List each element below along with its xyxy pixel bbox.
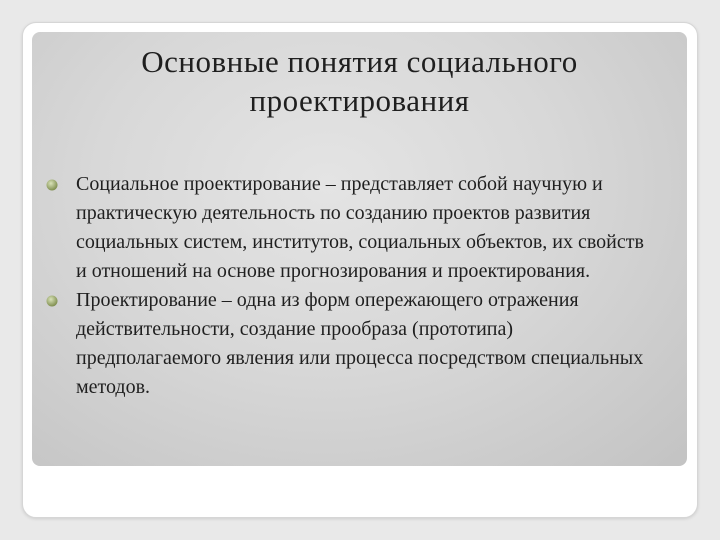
bullet-item — [44, 286, 654, 402]
slide-title — [32, 42, 687, 120]
circle-bullet-icon — [46, 295, 58, 307]
bullet-list — [44, 170, 654, 402]
bullet-text: Социальное проектирование – представляет собой научную и практическую деятельность по созданию проектов развития социальных систем, институтов, социальных объектов, их свойств и отношений на основе прогнозирования и проектирования. — [76, 173, 644, 282]
slide-title-line-2: проектирования — [249, 83, 470, 118]
bullet-item — [44, 170, 654, 286]
bullet-text: Проектирование – одна из форм опережающего отражения действительности, создание прообраза (прототипа) предполагаемого явления или процесса посредством специальных методов. — [76, 289, 644, 398]
slide-title-line-1: Основные понятия социального — [141, 44, 578, 79]
circle-bullet-icon — [46, 179, 58, 191]
